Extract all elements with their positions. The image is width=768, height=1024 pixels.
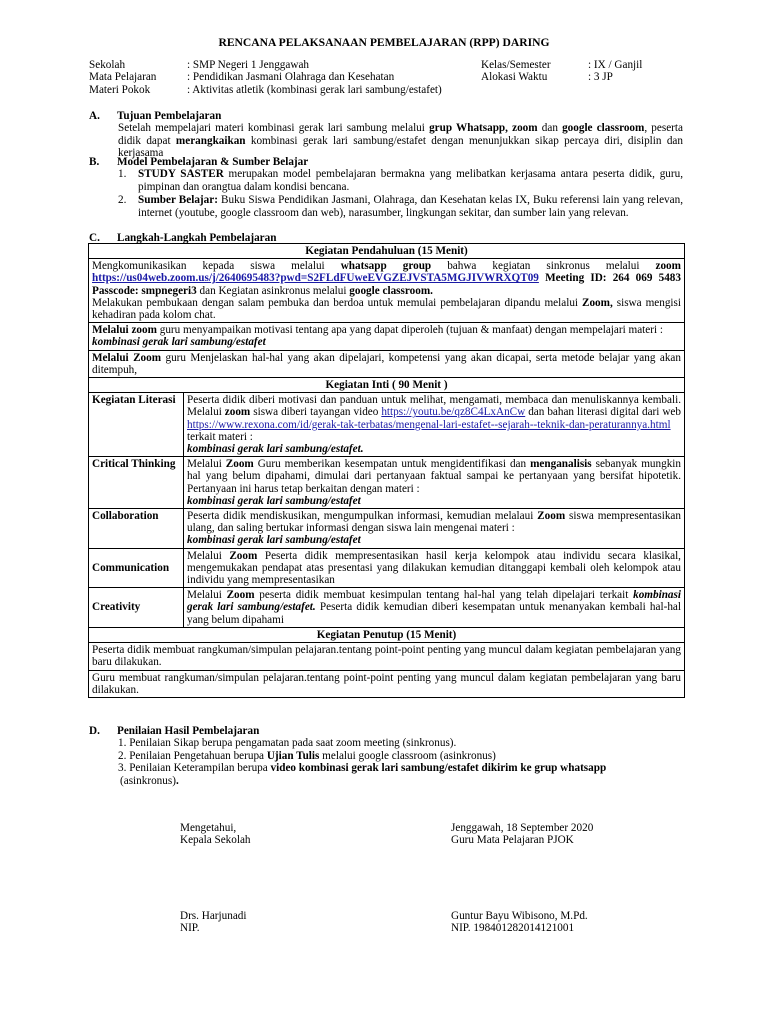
- text: kombinasi gerak lari sambung/estafet dengan menunjukkan sikap percaya diri, disiplin dan kerjasama: [118, 134, 683, 160]
- row-label: Creativity: [89, 588, 184, 628]
- meta-value: : Aktivitas atletik (kombinasi gerak lari sambung/estafet): [187, 83, 442, 96]
- text: Melalui: [187, 549, 230, 562]
- list-number: 2.: [118, 194, 127, 206]
- meta-row: [89, 59, 442, 71]
- table-row: [89, 350, 685, 377]
- list-item: [118, 762, 683, 775]
- text: Peserta didik mendiskusikan, mengumpulkan informasi, kemudian melalaui: [187, 510, 538, 523]
- list-number: 1.: [118, 168, 127, 180]
- list-item: [118, 775, 683, 788]
- text: Guru memberikan kesempatan untuk mengidentifikasi dan: [253, 458, 531, 471]
- text: Melalui: [187, 458, 226, 471]
- row-content: [184, 509, 685, 549]
- signature-left: [180, 822, 251, 847]
- text: terkait materi :: [187, 430, 253, 443]
- meta-label: Sekolah: [89, 59, 126, 71]
- row-label: Critical Thinking: [89, 457, 184, 509]
- text: Peserta didik diberi motivasi dan panduan untuk melihat, mengamati, membaca dan menuliskannya kembali. Melalui: [187, 394, 681, 419]
- meta-value: : IX / Ganjil: [588, 59, 643, 71]
- row-label: Communication: [89, 548, 184, 588]
- text: , peserta didik dapat: [118, 122, 683, 147]
- italic-text: kombinasi gerak lari sambung/estafet: [187, 534, 361, 547]
- section-d-heading: [89, 725, 259, 738]
- text: dan bahan literasi digital dari web: [525, 406, 681, 419]
- text: Peserta didik mempresentasikan hasil kerja kelompok atau individu secara klasikal, mengemukakan pendapat atas presentasi yang dilakukan kemudian ditanggapi kembali oleh kelompok atau individu yang mempresentasikan: [187, 549, 681, 587]
- italic-text: kombinasi gerak lari sambung/estafet: [92, 336, 266, 349]
- bold-text: Ujian Tulis: [266, 749, 320, 762]
- section-b-item-1: [138, 168, 683, 193]
- text: merupakan model pembelajaran bermakna yang melibatkan kerjasama antara peserta didik, guru, pimpinan dan orangtua dalam kondisi bencana.: [138, 168, 683, 193]
- text: 3. Penilaian Keterampilan berupa: [118, 762, 271, 775]
- text: guru Menjelaskan hal-hal yang akan dipelajari, kompetensi yang akan dicapai, serta metode belajar yang akan ditempuh,: [92, 351, 681, 376]
- bold-text: video kombinasi gerak lari sambung/estafet dikirim ke grup whatsapp: [270, 762, 607, 775]
- italic-text: kombinasi gerak lari sambung/estafet.: [187, 443, 364, 456]
- signature-right: [451, 822, 593, 847]
- lesson-steps-table: [88, 243, 685, 698]
- signature-left-name: [180, 910, 247, 935]
- bold-text: STUDY SASTER: [138, 168, 224, 180]
- meta-left: [89, 59, 442, 96]
- bold-text: Zoom: [226, 589, 255, 602]
- italic-text: kombinasi gerak lari sambung/estafet.: [187, 589, 681, 614]
- document-title: RENCANA PELAKSANAAN PEMBELAJARAN (RPP) DARING: [218, 36, 550, 49]
- table-row: [89, 509, 685, 549]
- section-title: Tujuan Pembelajaran: [117, 110, 222, 122]
- table-header: Kegiatan Pendahuluan (15 Menit): [89, 244, 685, 259]
- signature-role: Kepala Sekolah: [180, 834, 251, 847]
- table-row: [89, 457, 685, 509]
- text: (asinkronus): [120, 774, 176, 787]
- signature-line: Mengetahui,: [180, 822, 237, 834]
- section-b-heading: [89, 156, 308, 169]
- bold-text: Meeting ID: 264 069 5483 Passcode: smpnegeri3: [92, 272, 681, 297]
- meta-label: Kelas/Semester: [481, 59, 551, 71]
- row-content: [184, 588, 685, 628]
- table-row: [89, 393, 685, 457]
- text: peserta didik membuat kesimpulan tentang hal-hal yang telah dipelajari terkait: [254, 589, 634, 602]
- meta-label: Materi Pokok: [89, 83, 151, 96]
- row-content: [184, 393, 685, 457]
- text: Setelah mempelajari materi kombinasi gerak lari sambung melalui: [118, 122, 430, 134]
- bold-text: whatsapp group: [340, 260, 432, 273]
- bold-text: Melalui zoom: [92, 324, 157, 337]
- section-a-text: [118, 122, 683, 160]
- signatory-name: Drs. Harjunadi: [180, 910, 247, 922]
- row-content: [184, 457, 685, 509]
- rexona-link[interactable]: https://www.rexona.com/id/gerak-tak-terbatas/mengenal-lari-estafet--sejarah--teknik-dan-peraturannya.html: [187, 418, 671, 431]
- bold-text: Zoom: [225, 458, 254, 471]
- text: guru menyampaikan motivasi tentang apa yang dapat diperoleh (tujuan & manfaat) dengan mempelajari materi :: [156, 324, 663, 337]
- table-row: [89, 548, 685, 588]
- section-number: A.: [89, 110, 100, 122]
- bold-text: zoom: [224, 406, 251, 419]
- meta-row: [481, 59, 642, 71]
- signatory-name: Guntur Bayu Wibisono, M.Pd.: [451, 910, 588, 922]
- list-item: [118, 750, 683, 763]
- row-content: [184, 548, 685, 588]
- bold-text: menganalisis: [530, 458, 592, 471]
- signatory-nip: NIP.: [180, 922, 200, 935]
- bold-text: Sumber Belajar:: [138, 194, 218, 206]
- section-a-heading: [89, 110, 221, 123]
- table-row: [89, 588, 685, 628]
- section-d-list: [118, 737, 683, 787]
- table-row: [89, 323, 685, 350]
- meta-value: : SMP Negeri 1 Jenggawah: [187, 59, 310, 71]
- text: Melakukan pembukaan dengan salam pembuka dan berdoa untuk memulai pembelajaran dipandu melalui: [92, 296, 582, 309]
- table-header: Kegiatan Penutup (15 Menit): [89, 627, 685, 642]
- table-row: [89, 259, 685, 323]
- meta-value: : 3 JP: [588, 71, 613, 84]
- bold-text: Zoom,: [582, 296, 613, 309]
- bold-text: Zoom: [537, 510, 566, 523]
- text: dan: [537, 122, 563, 134]
- text: bahwa kegiatan sinkronus melalui: [431, 260, 656, 273]
- signature-right-name: [451, 910, 588, 935]
- text: Mengkomunikasikan kepada siswa melalui: [92, 260, 341, 273]
- italic-text: kombinasi gerak lari sambung/estafet: [187, 494, 361, 507]
- bold-text: Zoom: [229, 549, 258, 562]
- text: 2. Penilaian Pengetahuan berupa: [118, 749, 267, 762]
- signatory-nip: NIP. 198401282014121001: [451, 922, 575, 935]
- meta-right: [481, 59, 642, 84]
- section-number: D.: [89, 725, 100, 737]
- youtube-link[interactable]: https://youtu.be/qz8C4LxAnCw: [381, 406, 526, 419]
- bold-text: merangkaikan: [175, 134, 246, 147]
- bold-text: google classroom.: [349, 284, 433, 297]
- signature-role: Guru Mata Pelajaran PJOK: [451, 834, 574, 847]
- text: siswa mengisi kehadiran pada kolom chat.: [92, 296, 681, 322]
- meta-value: : Pendidikan Jasmani Olahraga dan Kesehatan: [187, 71, 395, 84]
- meta-row: [89, 84, 442, 96]
- text: Peserta didik kemudian diberi kesempatan untuk menanyakan kembali hal-hal yang belum dipahami: [187, 601, 681, 626]
- signature-line: Jenggawah, 18 September 2020: [451, 822, 594, 834]
- text: siswa mempresentasikan ulang, dan saling bertukar informasi dengan siswa lain mengenai materi :: [187, 510, 681, 535]
- bold-text: zoom: [655, 260, 681, 273]
- meta-row: [481, 71, 642, 83]
- meta-row: [89, 71, 442, 83]
- bold-text: .: [175, 774, 179, 787]
- section-number: C.: [89, 232, 100, 244]
- bold-text: Melalui Zoom: [92, 351, 162, 364]
- table-header: Kegiatan Inti ( 90 Menit ): [89, 378, 685, 393]
- table-row: Peserta didik membuat rangkuman/simpulan pelajaran.tentang point-point penting yang muncul dalam kegiatan pembelajaran yang baru dilakukan.: [89, 643, 685, 670]
- list-item: 1. Penilaian Sikap berupa pengamatan pada saat zoom meeting (sinkronus).: [118, 737, 457, 749]
- zoom-meeting-link[interactable]: https://us04web.zoom.us/j/2640695483?pwd=S2FLdFUweEVGZEJVSTA5MGJIVWRXQT09: [92, 272, 539, 285]
- text: Buku Siswa Pendidikan Jasmani, Olahraga, dan Kesehatan kelas IX, Buku referensi lain yang relevan, internet (youtube, google classroom dan web), narasumber, lingkungan sekitar, dan sumber lain yang relevan.: [138, 194, 683, 219]
- text: Melalui: [187, 589, 227, 602]
- section-title: Langkah-Langkah Pembelajaran: [117, 232, 277, 244]
- bold-text: grup Whatsapp, zoom: [429, 122, 538, 134]
- meta-label: Mata Pelajaran: [89, 71, 157, 84]
- text: siswa diberi tayangan video: [250, 406, 382, 419]
- text: dan Kegiatan asinkronus melalui: [196, 284, 350, 297]
- section-b-item-2: [138, 194, 683, 219]
- text: sebanyak mungkin hal yang belum dipahami, dimulai dari pertanyaan faktual sampai ke pertanyaan yang bersifat hipotetik. Pertanyaan ini harus tetap berkaitan dengan materi :: [187, 458, 681, 495]
- table-row: Guru membuat rangkuman/simpulan pelajaran.tentang point-point penting yang muncul dalam kegiatan pembelajaran yang baru dilakukan.: [89, 670, 685, 697]
- section-title: Penilaian Hasil Pembelajaran: [117, 725, 260, 737]
- section-number: B.: [89, 156, 100, 168]
- meta-label: Alokasi Waktu: [481, 71, 548, 84]
- row-label: Collaboration: [89, 509, 184, 549]
- row-label: Kegiatan Literasi: [89, 393, 184, 457]
- section-title: Model Pembelajaran & Sumber Belajar: [117, 156, 309, 168]
- text: melalui google classroom (asinkronus): [319, 749, 496, 762]
- bold-text: google classroom: [562, 122, 645, 134]
